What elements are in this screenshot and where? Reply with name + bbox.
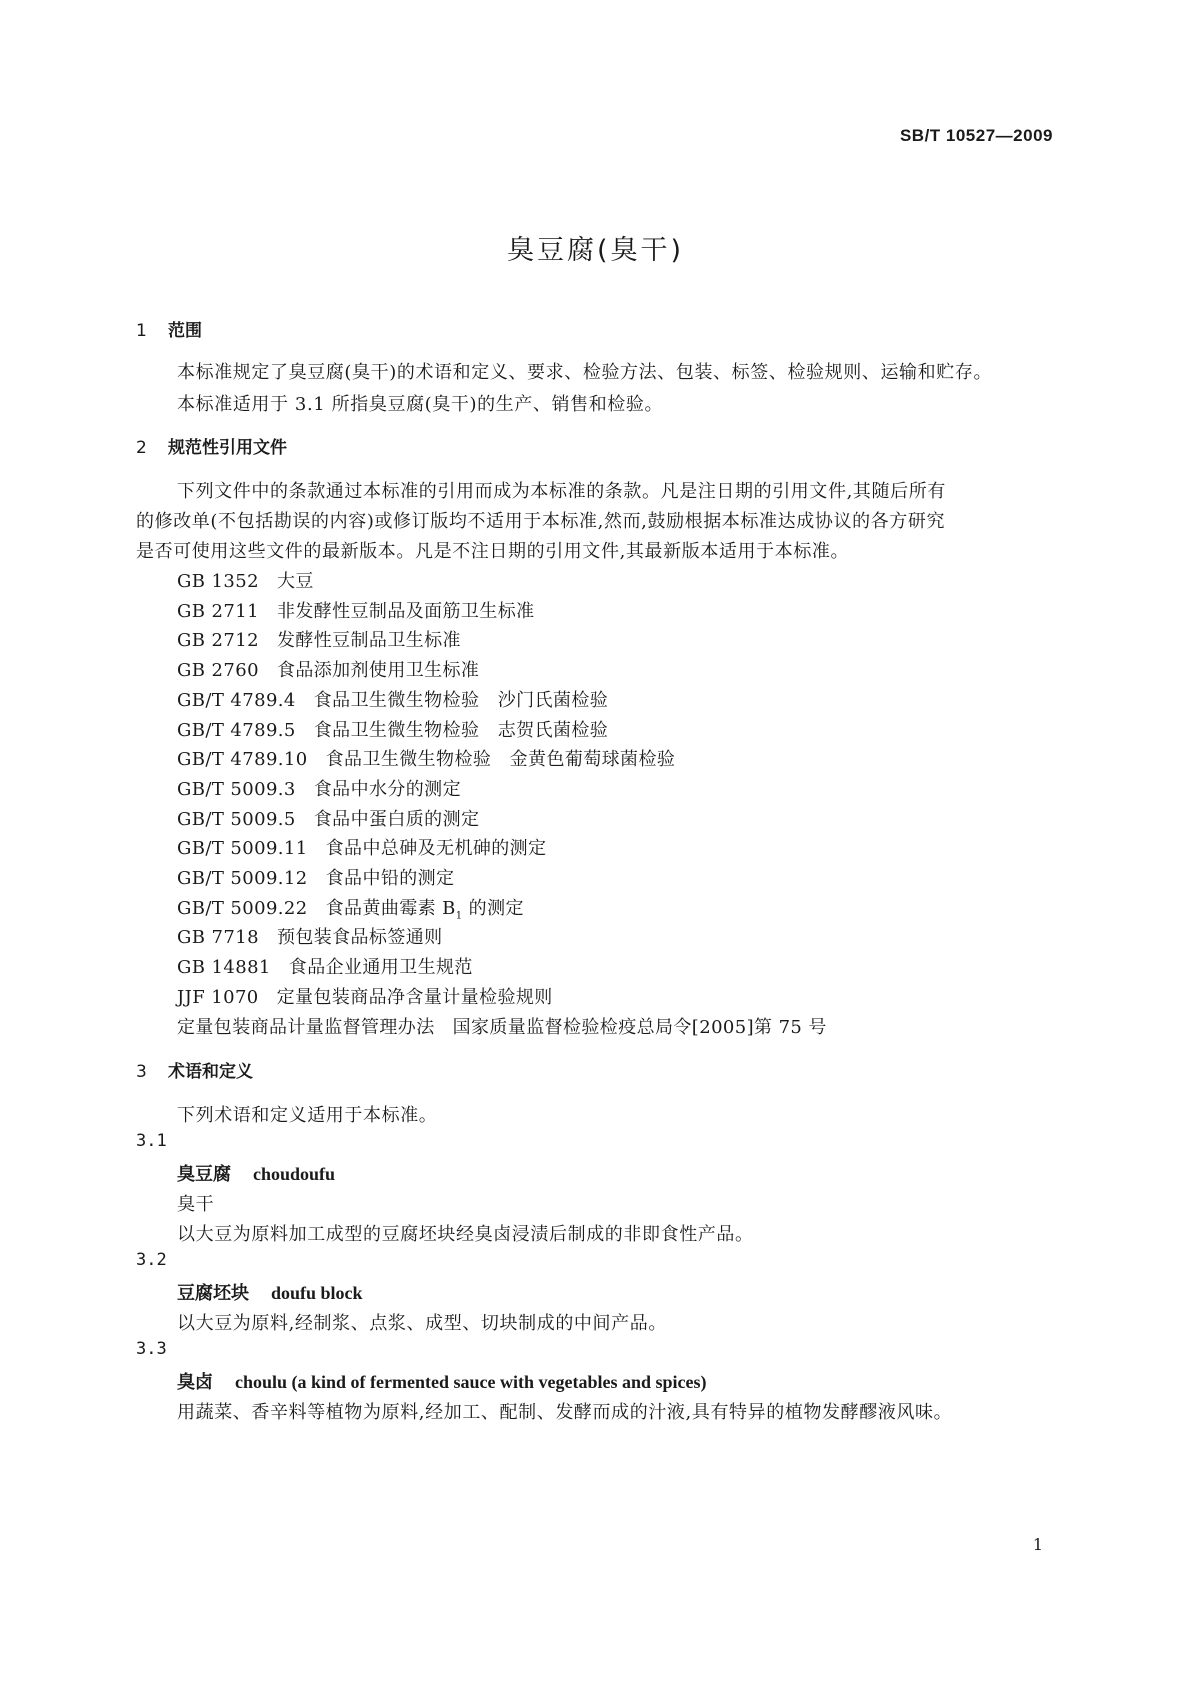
term-zh: 豆腐坯块: [177, 1283, 249, 1304]
reference-item: [177, 1013, 827, 1039]
paragraph: 下列术语和定义适用于本标准。: [177, 1105, 438, 1126]
clause-number: 3.1: [136, 1131, 167, 1151]
reference-code: GB/T 4789.5: [177, 720, 296, 741]
reference-item: [177, 983, 553, 1009]
reference-title: 食品中水分的测定: [313, 779, 461, 800]
term-definition: 以大豆为原料,经制浆、点浆、成型、切块制成的中间产品。: [177, 1313, 667, 1334]
term-en: choudoufu: [253, 1164, 336, 1184]
reference-item: [177, 953, 473, 979]
term-heading: [177, 1279, 363, 1305]
clause-number: 3.2: [136, 1250, 167, 1270]
paragraph: 的修改单(不包括勘误的内容)或修订版均不适用于本标准,然而,鼓励根据本标准达成协议的各方研究: [136, 511, 946, 532]
section-title: 术语和定义: [168, 1062, 253, 1082]
reference-code: GB 14881: [177, 957, 271, 978]
reference-item: [177, 834, 546, 860]
reference-title: 食品中蛋白质的测定: [313, 809, 480, 830]
term-synonym: 臭干: [177, 1194, 215, 1215]
section-number: 1: [136, 321, 147, 341]
reference-code: GB/T 5009.5: [177, 809, 296, 830]
reference-title: 食品卫生微生物检验 志贺氏菌检验: [313, 720, 609, 741]
reference-item: [177, 864, 454, 890]
term-en: doufu block: [271, 1283, 363, 1303]
section-2-heading: [136, 433, 287, 458]
term-zh: 臭豆腐: [177, 1164, 231, 1185]
reference-title: 食品添加剂使用卫生标准: [276, 660, 480, 681]
reference-code: GB 2712: [177, 630, 259, 651]
reference-item: [177, 805, 479, 831]
term-en: choulu (a kind of fermented sauce with vegetables and spices): [235, 1372, 707, 1392]
reference-title: 食品卫生微生物检验 金黄色葡萄球菌检验: [325, 749, 676, 770]
reference-code: GB 1352: [177, 571, 259, 592]
reference-title: 国家质量监督检验检疫总局令[2005]第 75 号: [452, 1017, 827, 1038]
reference-code: GB/T 5009.11: [177, 838, 308, 859]
section-number: 3: [136, 1062, 147, 1082]
section-3-heading: [136, 1057, 253, 1082]
reference-title-tail: 的测定: [462, 898, 524, 919]
reference-code: GB/T 4789.4: [177, 690, 296, 711]
reference-title: 大豆: [276, 571, 314, 592]
reference-code: JJF 1070: [177, 987, 259, 1008]
reference-title: 食品中铅的测定: [325, 868, 455, 889]
subscript: 1: [455, 910, 463, 922]
reference-code: GB/T 5009.22: [177, 898, 308, 919]
section-title: 范围: [168, 321, 202, 341]
page-title: 臭豆腐(臭干): [506, 235, 685, 266]
reference-item: [177, 567, 314, 593]
reference-code: GB 7718: [177, 927, 259, 948]
reference-item: [177, 597, 535, 623]
section-title: 规范性引用文件: [168, 438, 287, 458]
reference-title: 食品中总砷及无机砷的测定: [325, 838, 547, 859]
reference-item: [177, 923, 443, 949]
reference-title: 预包装食品标签通则: [276, 927, 443, 948]
paragraph: 本标准规定了臭豆腐(臭干)的术语和定义、要求、检验方法、包装、标签、检验规则、运输和贮存。: [177, 362, 993, 383]
term-heading: [177, 1160, 335, 1186]
term-definition: 以大豆为原料加工成型的豆腐坯块经臭卤浸渍后制成的非即食性产品。: [177, 1224, 754, 1245]
reference-title: 食品黄曲霉素 B: [325, 898, 456, 919]
reference-title: 非发酵性豆制品及面筋卫生标准: [276, 601, 535, 622]
reference-title: 食品卫生微生物检验 沙门氏菌检验: [313, 690, 609, 711]
term-heading: [177, 1368, 707, 1394]
reference-title: 定量包装商品净含量计量检验规则: [276, 987, 553, 1008]
page-number: 1: [1032, 1535, 1043, 1554]
section-number: 2: [136, 438, 147, 458]
reference-code: GB/T 4789.10: [177, 749, 308, 770]
reference-item: [177, 716, 608, 742]
reference-code: GB 2760: [177, 660, 259, 681]
term-zh: 臭卤: [177, 1372, 213, 1393]
reference-item: [177, 775, 461, 801]
section-1-heading: [136, 316, 202, 341]
reference-title: 发酵性豆制品卫生标准: [276, 630, 461, 651]
reference-item: [177, 656, 479, 682]
reference-code: GB/T 5009.3: [177, 779, 296, 800]
reference-item: [177, 626, 461, 652]
standard-code: SB/T 10527—2009: [899, 126, 1053, 145]
clause-number: 3.3: [136, 1339, 167, 1359]
reference-item: [177, 686, 608, 712]
reference-code: GB 2711: [177, 601, 259, 622]
reference-item: [177, 894, 524, 922]
paragraph: 下列文件中的条款通过本标准的引用而成为本标准的条款。凡是注日期的引用文件,其随后所有: [177, 481, 946, 502]
term-definition: 用蔬菜、香辛料等植物为原料,经加工、配制、发酵而成的汁液,具有特异的植物发酵醪液风味。: [177, 1402, 953, 1423]
paragraph: 是否可使用这些文件的最新版本。凡是不注日期的引用文件,其最新版本适用于本标准。: [136, 541, 850, 562]
reference-code: 定量包装商品计量监督管理办法: [177, 1017, 435, 1038]
reference-item: [177, 745, 675, 771]
reference-title: 食品企业通用卫生规范: [288, 957, 473, 978]
reference-code: GB/T 5009.12: [177, 868, 308, 889]
paragraph: 本标准适用于 3.1 所指臭豆腐(臭干)的生产、销售和检验。: [177, 394, 664, 415]
